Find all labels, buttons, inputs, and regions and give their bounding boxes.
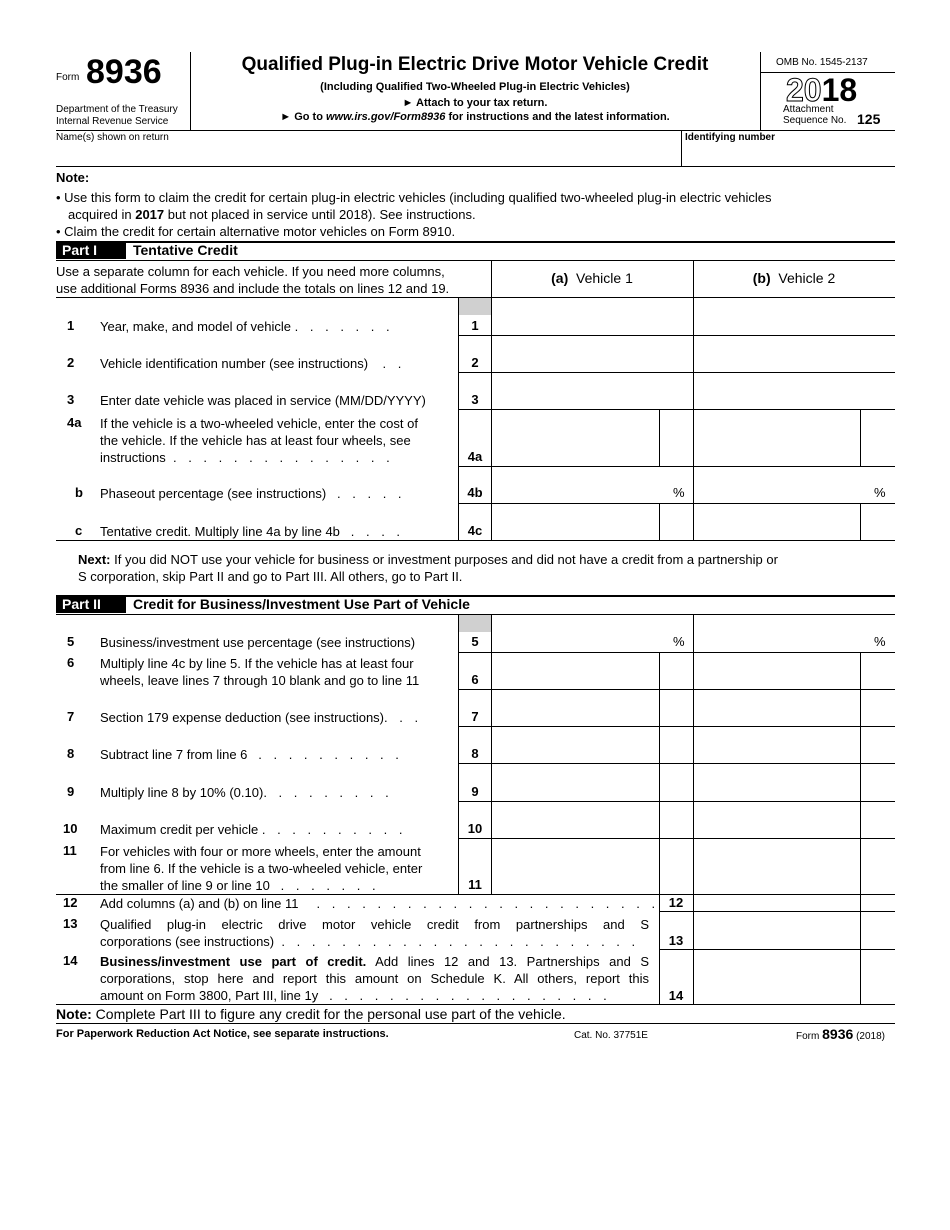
part1-title: Tentative Credit bbox=[133, 242, 238, 258]
line-14-label-3: amount on Form 3800, Part III, line 1y . . . . . . . . . . . . . . . . . . . bbox=[100, 988, 611, 1003]
line-11-label-3: the smaller of line 9 or line 10 . . . . . . . bbox=[100, 878, 380, 893]
line-7-label: Section 179 expense deduction (see instructions). . . bbox=[100, 710, 423, 725]
line-4a-label-1: If the vehicle is a two-wheeled vehicle, enter the cost of bbox=[100, 416, 418, 431]
line-2-label: Vehicle identification number (see instructions) . . bbox=[100, 356, 406, 371]
percent-sign: % bbox=[874, 485, 886, 500]
form-number: 8936 bbox=[86, 53, 162, 91]
sequence-number: 125 bbox=[857, 111, 881, 127]
catalog-number: Cat. No. 37751E bbox=[574, 1030, 648, 1041]
line-12-label: Add columns (a) and (b) on line 11 . . . . . . . . . . . . . . . . . . . . . . . bbox=[100, 896, 660, 911]
part1-tag: Part I bbox=[56, 242, 126, 259]
line-14-label-1: Business/investment use part of credit. Add lines 12 and 13. Partnerships and S bbox=[100, 954, 650, 969]
part2-tag: Part II bbox=[56, 596, 126, 613]
form-title: Qualified Plug-in Electric Drive Motor Vehicle Credit bbox=[241, 54, 709, 75]
line-4a-label-3: instructions . . . . . . . . . . . . . . . bbox=[100, 450, 394, 465]
line-4a-label-2: the vehicle. If the vehicle has at least four wheels, see bbox=[100, 433, 411, 448]
line-14-label-2: corporations, stop here and report this amount on Schedule K. All others, report this bbox=[100, 971, 649, 986]
tax-year: 2018 bbox=[786, 72, 858, 108]
line-8-label: Subtract line 7 from line 6 . . . . . . . . . . bbox=[100, 747, 403, 762]
omb-number: OMB No. 1545-2137 bbox=[776, 57, 868, 68]
line-13-label-2: corporations (see instructions) . . . . . . . . . . . . . . . . . . . . . . . . bbox=[100, 934, 640, 949]
dept-treasury: Department of the Treasury bbox=[56, 104, 178, 115]
line-11-label-1: For vehicles with four or more wheels, enter the amount bbox=[100, 844, 421, 859]
note-bullet-1-cont: acquired in 2017 but not placed in service until 2018). See instructions. bbox=[68, 207, 476, 222]
note-bullet-1: • Use this form to claim the credit for certain plug-in electric vehicles (including qualified two-wheeled plug-in electric vehicles bbox=[56, 190, 772, 205]
paperwork-notice: For Paperwork Reduction Act Notice, see separate instructions. bbox=[56, 1028, 389, 1040]
column-b-header: (b) Vehicle 2 bbox=[752, 270, 836, 286]
line-3-label: Enter date vehicle was placed in service (MM/DD/YYYY) bbox=[100, 393, 426, 408]
name-label: Name(s) shown on return bbox=[56, 132, 169, 143]
identifying-number-label: Identifying number bbox=[685, 132, 775, 143]
part1-intro-1: Use a separate column for each vehicle. If you need more columns, bbox=[56, 264, 445, 279]
irs-link[interactable]: www.irs.gov/Form8936 bbox=[326, 111, 446, 123]
attach-instruction: ► Attach to your tax return. bbox=[402, 97, 548, 109]
part1-intro-2: use additional Forms 8936 and include the totals on lines 12 and 19. bbox=[56, 281, 450, 296]
footer-form-id: Form 8936 (2018) bbox=[796, 1026, 885, 1042]
percent-sign: % bbox=[874, 634, 886, 649]
sequence-label: Sequence No. bbox=[783, 115, 847, 126]
line-4b-label: Phaseout percentage (see instructions) . . . . . bbox=[100, 486, 406, 501]
line-4c-label: Tentative credit. Multiply line 4a by line 4b . . . . bbox=[100, 524, 405, 539]
line-6-label-2: wheels, leave lines 7 through 10 blank and go to line 11 bbox=[100, 673, 420, 688]
note-bullet-2: • Claim the credit for certain alternative motor vehicles on Form 8910. bbox=[56, 224, 456, 239]
form-subtitle: (Including Qualified Two-Wheeled Plug-in Electric Vehicles) bbox=[320, 81, 630, 93]
irs-name: Internal Revenue Service bbox=[56, 116, 169, 127]
line-11-label-2: from line 6. If the vehicle is a two-wheeled vehicle, enter bbox=[100, 861, 423, 876]
percent-sign: % bbox=[673, 634, 685, 649]
percent-sign: % bbox=[673, 485, 685, 500]
goto-instruction: ► Go to www.irs.gov/Form8936 for instructions and the latest information. bbox=[280, 111, 670, 123]
line-10-label: Maximum credit per vehicle . . . . . . . . . . bbox=[100, 822, 407, 837]
note-heading: Note: bbox=[56, 170, 90, 185]
line-6-label-1: Multiply line 4c by line 5. If the vehicle has at least four bbox=[100, 656, 414, 671]
line-1-label: Year, make, and model of vehicle . . . . . . . bbox=[100, 319, 394, 334]
line-9-label: Multiply line 8 by 10% (0.10). . . . . . . . . bbox=[100, 785, 393, 800]
attachment-label: Attachment bbox=[783, 104, 834, 115]
column-a-header: (a) Vehicle 1 bbox=[551, 270, 633, 286]
form-word: Form bbox=[56, 72, 80, 83]
bottom-note: Note: Complete Part III to figure any credit for the personal use part of the vehicle. bbox=[56, 1006, 566, 1022]
line-13-label-1: Qualified plug-in electric drive motor vehicle credit from partnerships and S bbox=[100, 917, 649, 932]
line-5-label: Business/investment use percentage (see instructions) bbox=[100, 635, 416, 650]
part2-title: Credit for Business/Investment Use Part of Vehicle bbox=[133, 596, 470, 612]
